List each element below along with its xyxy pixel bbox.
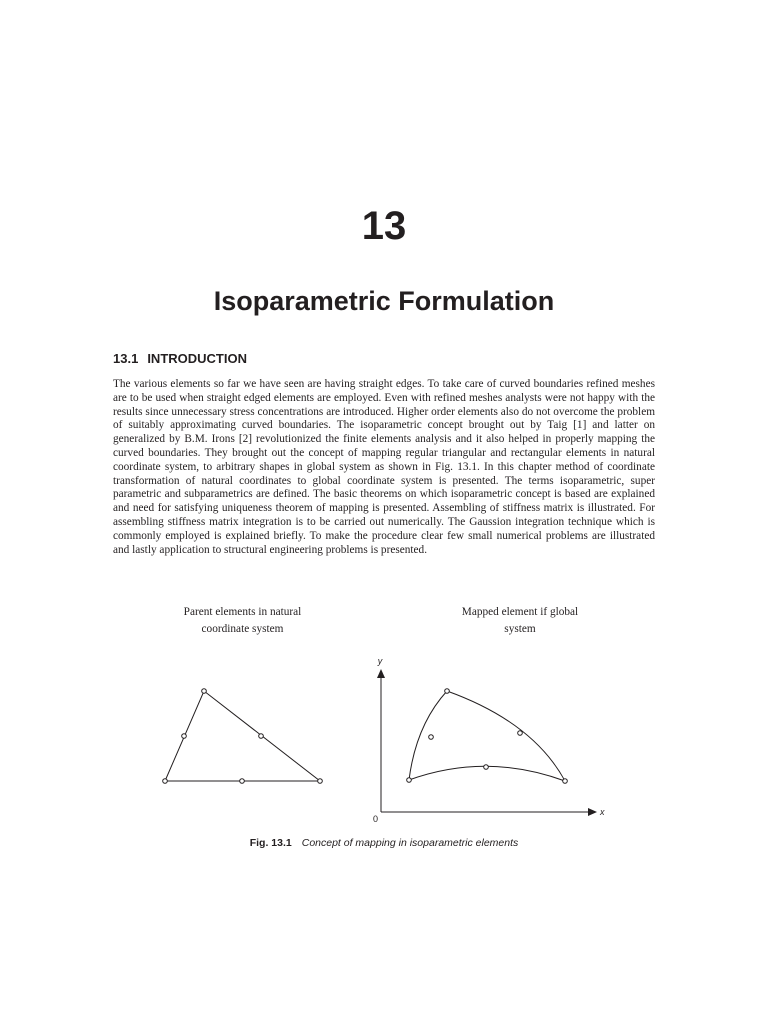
mapped-element-label <box>430 604 610 638</box>
parent-element-label-line2: coordinate system <box>201 623 284 635</box>
introduction-paragraph: The various elements so far we have seen are having straight edges. To take care of curved boundaries refined meshes are to be used when straight edged elements are employed. Even with refined meshes analysts were not happy with the results since unnecessary stress concentrations are introduced. Higher order elements also do not overcome the problem of suitably approximating curved boundaries. The isoparametric concept brought out by Taig [1] and latter on generalized by B.M. Irons [2] revolutionized the finite elements analysis and it also helped in properly mapping the curved boundaries. They brought out the concept of mapping regular triangular and rectangular elements in natural coordinate system, to arbitrary shapes in global system as shown in Fig. 13.1. In this chapter method of coordinate transformation of natural coordinates to global coordinate system is presented. The terms isoparametric, super parametric and subparametrics are defined. The basic theorems on which isoparametric concept is based are explained and need for satisfying uniqueness theorem of mapping is presented. Assembling of stiffness matrix is illustrated. For assembling stiffness matrix integration is to be carried out numerically. The Gaussion integration technique which is commonly employed is explained briefly. To make the procedure clear few small numerical problems are illustrated and lastly application to structural engineering problems is presented. <box>113 378 655 556</box>
mapped-element-label-line2: system <box>504 623 536 635</box>
origin-label: 0 <box>372 814 378 824</box>
mapped-node <box>484 765 489 770</box>
parent-node <box>318 779 323 784</box>
mapped-element-label-line1: Mapped element if global <box>461 606 579 618</box>
chapter-number: 13 <box>361 204 407 248</box>
figure-caption-text: Concept of mapping in isoparametric elements <box>301 837 519 849</box>
x-axis-arrow <box>588 808 597 816</box>
mapped-node <box>518 731 523 736</box>
chapter-title: Isoparametric Formulation <box>213 286 555 316</box>
x-axis-label: x <box>600 807 605 817</box>
figure-caption <box>0 836 768 850</box>
parent-triangle-outline <box>165 691 320 781</box>
y-axis-label: y <box>377 656 383 666</box>
figure-caption-label: Fig. 13.1 <box>249 837 292 849</box>
parent-node <box>182 734 187 739</box>
mapped-edge-left <box>409 691 447 780</box>
mapped-node <box>563 779 568 784</box>
parent-node <box>163 779 168 784</box>
global-axes <box>377 669 597 816</box>
mapped-node <box>445 689 450 694</box>
y-axis-arrow <box>377 669 385 678</box>
mapped-curved-element <box>407 689 568 784</box>
mapped-node <box>429 735 434 740</box>
parent-triangle-element <box>163 689 323 784</box>
section-number: 13.1 <box>113 351 139 366</box>
mapped-node <box>407 778 412 783</box>
section-heading <box>113 350 247 368</box>
parent-node <box>240 779 245 784</box>
parent-node <box>259 734 264 739</box>
mapping-figure <box>0 640 768 830</box>
parent-element-label <box>150 604 335 638</box>
section-title: INTRODUCTION <box>147 351 247 366</box>
parent-element-label-line1: Parent elements in natural <box>183 606 302 618</box>
parent-node <box>202 689 207 694</box>
